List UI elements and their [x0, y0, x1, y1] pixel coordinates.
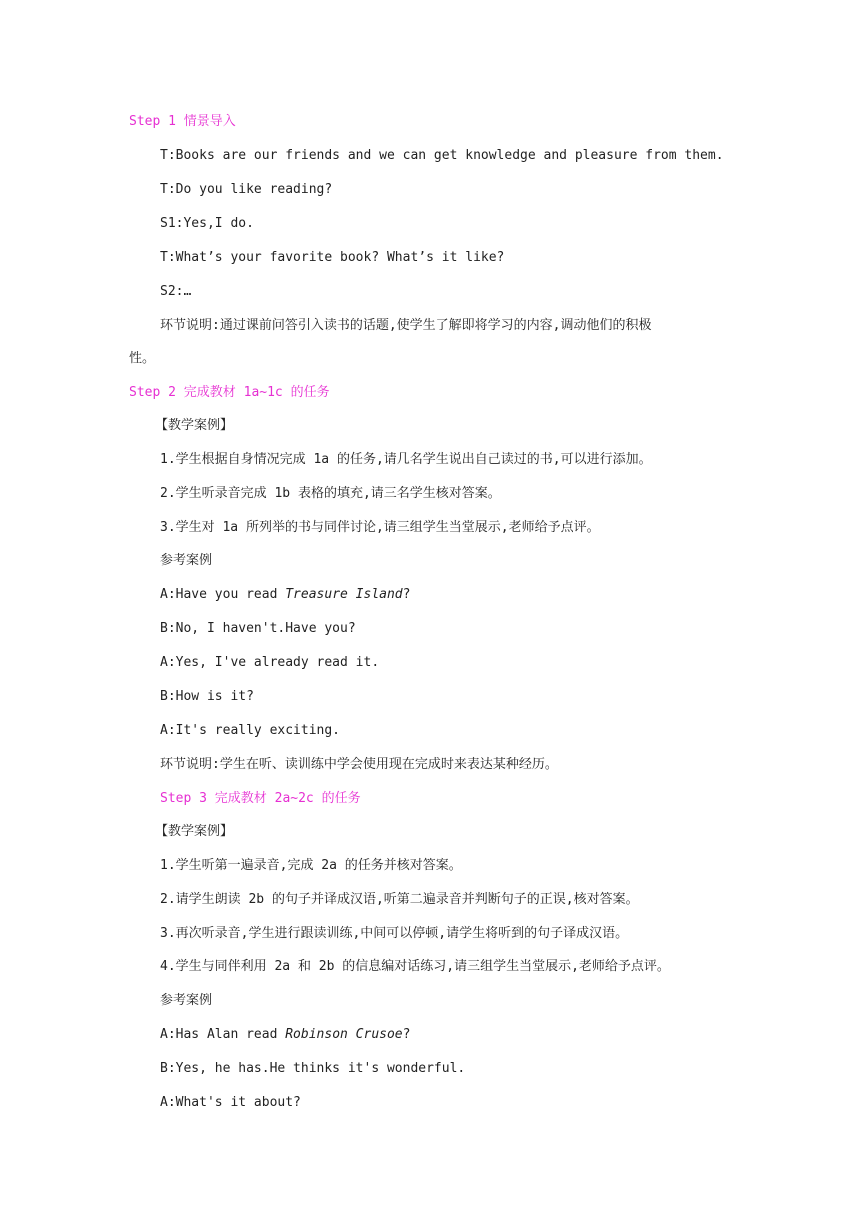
- step1-teacher-line-2: T:Do you like reading?: [160, 182, 333, 197]
- step1-student-line-1: S1:Yes,I do.: [160, 216, 254, 231]
- step3-dialog-b1: B:Yes, he has.He thinks it's wonderful.: [160, 1061, 466, 1076]
- dialog-text: A:Have you read: [160, 587, 286, 602]
- step2-item-3: 3.学生对 1a 所列举的书与同伴讨论,请三组学生当堂展示,老师给予点评。: [160, 520, 600, 535]
- step3-item-4: 4.学生与同伴利用 2a 和 2b 的信息编对话练习,请三组学生当堂展示,老师给予点评。: [160, 959, 670, 974]
- step2-dialog-b1: B:No, I haven't.Have you?: [160, 621, 356, 636]
- step2-dialog-a1: [160, 586, 410, 604]
- step2-item-1: 1.学生根据自身情况完成 1a 的任务,请几名学生说出自己读过的书,可以进行添加。: [160, 452, 652, 467]
- step3-dialog-a1: [160, 1026, 410, 1044]
- step2-item-2: 2.学生听录音完成 1b 表格的填充,请三名学生核对答案。: [160, 486, 501, 501]
- book-title: Treasure Island: [285, 587, 403, 602]
- step1-teacher-line-1: T:Books are our friends and we can get knowledge and pleasure from them.: [160, 148, 724, 163]
- step1-student-line-2: S2:…: [160, 284, 192, 299]
- step2-dialog-b2: B:How is it?: [160, 689, 254, 704]
- step1-note-line-1: 环节说明:通过课前问答引入读书的话题,使学生了解即将学习的内容,调动他们的积极: [160, 318, 652, 333]
- step3-item-1: 1.学生听第一遍录音,完成 2a 的任务并核对答案。: [160, 858, 462, 873]
- step2-reference-title: 参考案例: [160, 553, 213, 568]
- step2-dialog-a3: A:It's really exciting.: [160, 723, 341, 738]
- step2-case-title: 【教学案例】: [155, 418, 234, 433]
- step1-note-line-2: 性。: [129, 351, 156, 366]
- step1-teacher-line-3: T:What’s your favorite book? What’s it like?: [160, 250, 505, 265]
- step2-note: 环节说明:学生在听、读训练中学会使用现在完成时来表达某种经历。: [160, 757, 558, 772]
- step1-heading: Step 1 情景导入: [129, 114, 236, 129]
- dialog-text: ?: [402, 587, 411, 602]
- step3-dialog-a2: A:What's it about?: [160, 1095, 301, 1110]
- book-title: Robinson Crusoe: [285, 1027, 403, 1042]
- step3-reference-title: 参考案例: [160, 993, 213, 1008]
- step3-item-2: 2.请学生朗读 2b 的句子并译成汉语,听第二遍录音并判断句子的正误,核对答案。: [160, 892, 639, 907]
- step3-item-3: 3.再次听录音,学生进行跟读训练,中间可以停顿,请学生将听到的句子译成汉语。: [160, 926, 629, 941]
- step3-heading: Step 3 完成教材 2a~2c 的任务: [160, 791, 361, 806]
- step3-case-title: 【教学案例】: [155, 824, 234, 839]
- dialog-text: A:Has Alan read: [160, 1027, 286, 1042]
- step2-dialog-a2: A:Yes, I've already read it.: [160, 655, 380, 670]
- dialog-text: ?: [402, 1027, 411, 1042]
- step2-heading: Step 2 完成教材 1a~1c 的任务: [129, 385, 330, 400]
